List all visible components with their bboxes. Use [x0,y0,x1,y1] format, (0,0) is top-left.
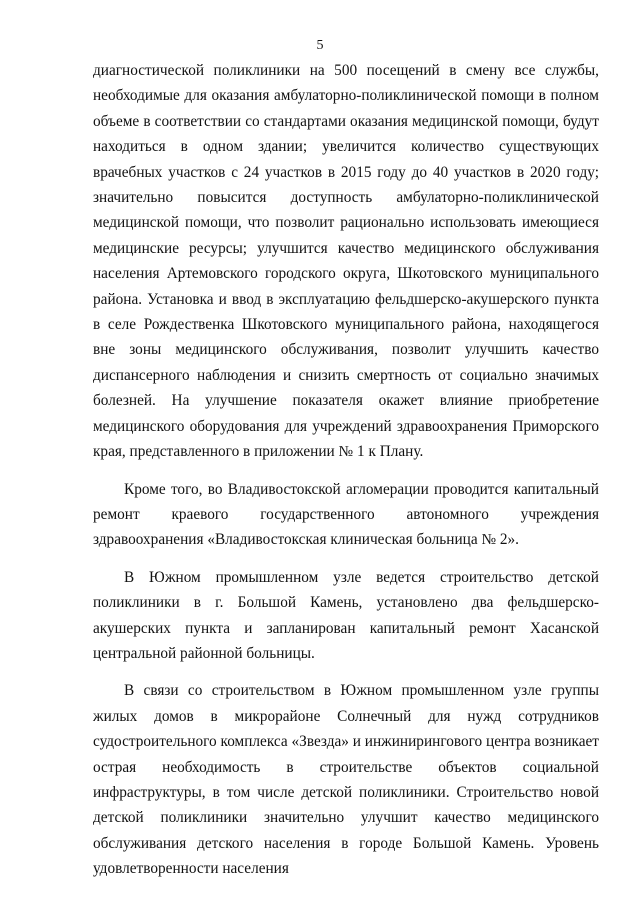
paragraph-solnechny-district: В связи со строительством в Южном промышленном узле группы жилых домов в микрорайоне Солнечный для нужд сотрудников судостроительного комплекса «Звезда» и инжинирингового центра возникает острая необходимость в строительстве объектов социальной инфраструктуры, в том числе детской поликлиники. Строительство новой детской поликлиники значительно улучшит качество медицинского обслуживания детского населения в городе Большой Камень. Уровень удовлетворенности населения [93,682,599,878]
page-number: 5 [316,38,324,53]
paragraph-southern-industrial-hub: В Южном промышленном узле ведется строительство детской поликлиники в г. Большой Камень, установлено два фельдшерско-акушерских пункта и запланирован капитальный ремонт Хасанской центральной районной больницы. [93,568,599,662]
paragraph-vladivostok-agglomeration: Кроме того, во Владивостокской агломерации проводится капитальный ремонт краевого государственного автономного учреждения здравоохранения «Владивостокская клиническая больница № 2». [93,480,599,549]
paragraph-continuation: диагностической поликлиники на 500 посещений в смену все службы, необходимые для оказания амбулаторно-поликлинической помощи в полном объеме в соответствии со стандартами оказания медицинской помощи, будут находиться в одном здании; увеличится количество существующих врачебных участков с 24 участков в 2015 году до 40 участков в 2020 году; значительно повысится доступность амбулаторно-поликлинической медицинской помощи, что позволит рационально использовать имеющиеся медицинские ресурсы; улучшится качество медицинского обслуживания населения Артемовского городского округа, Шкотовского муниципального района. Установка и ввод в эксплуатацию фельдшерско-акушерского пункта в селе Рождественка Шкотовского муниципального района, находящегося вне зоны медицинского обслуживания, позволит улучшить качество диспансерного наблюдения и снизить смертность от социально значимых болезней. На улучшение показателя окажет влияние приобретение медицинского оборудования для учреждений здравоохранения Приморского края, представленного в приложении № 1 к Плану. [93,62,599,461]
document-body [93,58,599,882]
